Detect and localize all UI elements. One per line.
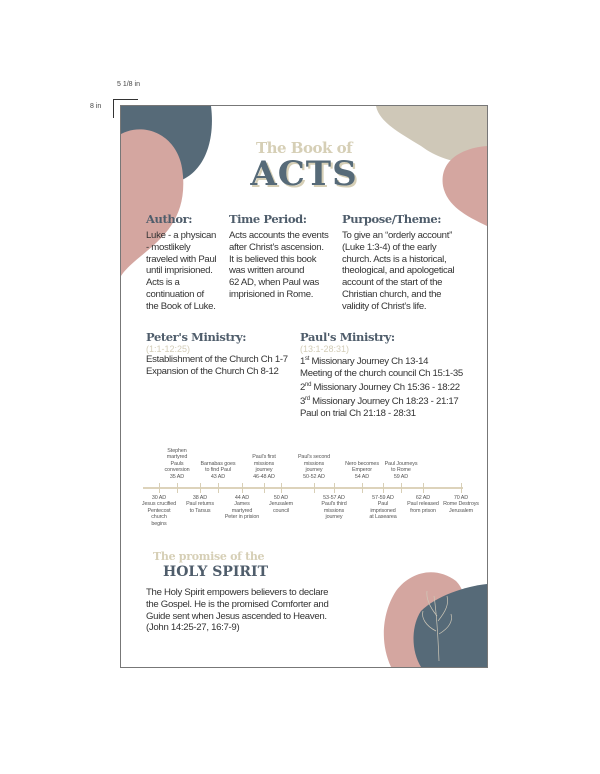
paul-heading: Paul's Ministry: [300,330,395,344]
chapter-ref: Ch 15:1-35 [418,367,463,379]
event-line: Rome Destroys [443,501,479,508]
ministry-item [146,354,294,366]
text-line: (Luke 1:3-4) of the early [342,241,437,253]
event-line: to Tarsus [189,507,211,514]
event-line: 50-52 AD [303,473,325,480]
chapter-ref: Ch 18:23 - 21:17 [391,395,459,407]
ministry-item [146,366,294,378]
text-line: imprisioned in Rome. [229,288,314,300]
text-line: was written around [229,265,305,277]
event-line: Paul released [407,501,439,508]
chapter-ref: Ch 15:36 - 18:22 [393,381,460,393]
timeline-event-bottom [224,495,260,521]
author-section [146,212,226,313]
timeline-event-top [200,461,236,480]
timeline-event-top [383,461,419,480]
paul-section [300,330,484,420]
text-line: traveled with Paul [146,253,217,265]
timeline-event-bottom [443,495,479,514]
timeline-tick [218,483,219,493]
timeline-event-top [344,461,380,480]
holy-spirit-big: HOLY SPIRIT [163,564,269,580]
item-text: Establishment of the Church [146,354,261,365]
text-line: It is believed this book [229,253,317,265]
event-line: at Lasearea [369,514,397,521]
timeline-tick [281,483,282,493]
ordinal-suffix: st [305,356,310,362]
ministry-item [300,368,484,380]
holy-spirit-small: The promise of the [153,550,265,563]
timeline-event-top [159,448,195,480]
timeline-tick [159,483,160,493]
chapter-ref: Ch 1-7 [260,354,288,365]
peter-items [146,354,294,378]
event-line: Jesus crucified [141,501,177,508]
event-line: missions journey [323,507,345,521]
event-line: Paul's first [252,454,276,461]
author-text [146,230,226,313]
event-line: 62 AD [415,495,431,501]
text-line: The Holy Spirit empowers believers to declare [146,587,329,598]
event-line: Jerusalem [449,507,473,514]
timeline-event-bottom [263,495,299,514]
time-period-text [229,230,339,301]
text-line: 62 AD, when Paul was [229,277,319,289]
ministry-item [300,408,484,420]
ministry-item [300,354,484,368]
timeline-tick [334,483,335,493]
event-line: missions journey [303,460,325,474]
event-line: to find Paul [205,467,231,474]
ordinal: 1 [300,356,306,368]
event-line: Paul's second [297,454,331,461]
ministry-item [300,380,484,394]
chapter-ref: Ch 8-12 [246,365,279,377]
timeline-tick [423,483,424,493]
event-line: Paul's third [321,501,347,508]
event-line: Stephen martyred [166,447,188,461]
timeline-tick [461,483,462,493]
text-line: church. Acts is a historical, [342,253,447,265]
event-line: Barnabas goes [200,460,236,467]
timeline-event-bottom [405,495,441,514]
timeline-tick [362,483,363,493]
item-text: Meeting of the church council [300,367,419,379]
text-line: Christian church, and the [342,288,442,300]
event-line: Paul Journeys [384,460,418,467]
width-label: 5 1/8 in [117,81,140,88]
event-line: 38 AD [192,495,208,501]
purpose-text [342,230,482,313]
timeline-tick [264,483,265,493]
paul-items [300,354,484,420]
text-line: the Gospel. He is the promised Comforter and [146,598,329,610]
timeline-event-bottom [141,495,177,527]
event-line: 44 AD [234,495,250,501]
time-period-heading: Time Period: [229,212,307,226]
item-text: Missionary Journey [309,356,392,368]
height-label: 8 in [90,103,102,110]
item-text: Missionary Journey [309,395,392,407]
text-line: the Book of Luke. [146,300,216,312]
timeline-event-bottom [182,495,218,514]
event-line: Peter in prision [224,514,260,521]
text-line: Acts is a [146,277,180,289]
ordinal-suffix: rd [305,395,310,402]
peter-heading: Peter's Ministry: [146,330,247,344]
timeline-tick [200,483,201,493]
item-text: Missionary Journey [311,381,394,393]
event-line: Paul imprisoned [370,501,396,514]
timeline-event-top [246,454,282,480]
timeline-event-bottom [316,495,352,521]
event-line: 35 AD [169,473,185,480]
text-line: theological, and apologetical [342,265,455,277]
event-line: council [272,507,290,514]
time-period-section [229,212,339,301]
timeline-tick [401,483,402,493]
event-line: begins [151,520,167,527]
ordinal: 3 [300,395,306,407]
text-line: - mostlikely [146,241,191,253]
chapter-ref: Ch 21:18 - 28:31 [349,407,416,419]
text-line: continuation of [146,288,204,300]
title-small: The Book of [255,139,353,157]
timeline-tick [314,483,315,493]
timeline-axis [143,487,463,489]
text-line: after Christ’s ascension. [229,241,324,253]
event-line: Paul returns [186,501,214,508]
timeline-event-top [296,454,332,480]
paul-ref: (13:1-28:31) [300,344,350,354]
timeline [121,442,487,542]
purpose-heading: Purpose/Theme: [342,212,442,226]
chapter-ref: Ch 13-14 [391,356,429,368]
purpose-section [342,212,482,313]
holy-spirit-text [146,587,381,634]
text-line: Luke - a physican [146,230,217,241]
event-line: Pentecost church [147,507,171,521]
event-line: from prison [410,507,436,514]
text-line: until imprisioned. [146,265,213,277]
item-text: Expansion of the Church [146,365,247,377]
event-line: Pauls conversion [164,460,190,474]
item-text: Paul on trial [300,407,350,419]
timeline-tick [177,483,178,493]
timeline-event-bottom [365,495,401,521]
ordinal: 2 [300,381,306,393]
event-line: 54 AD [354,473,370,480]
text-line: (John 14:25-27, 16:7-9) [146,622,240,634]
text-line: Acts accounts the events [229,230,329,241]
event-line: 46-48 AD [253,473,275,480]
title-big: ACTS [250,154,358,194]
event-line: Nero becomes [345,460,379,467]
event-line: 30 AD [151,495,167,501]
author-heading: Author: [146,212,193,226]
peter-section [146,330,294,378]
ordinal-suffix: nd [305,381,312,388]
event-line: 70 AD [453,495,469,501]
text-line: account of the start of the [342,277,443,289]
timeline-tick [383,483,384,493]
event-line: missions journey [253,460,275,474]
event-line: Jerusalem [269,501,293,508]
event-line: 43 AD [210,473,226,480]
event-line: 57-59 AD [372,495,394,501]
event-line: to Rome [391,467,411,474]
timeline-tick [242,483,243,493]
event-line: 59 AD [393,473,409,480]
text-line: To give an “orderly account” [342,230,452,241]
peter-ref: (1:1-12:25) [146,344,191,354]
event-line: 50 AD [273,495,289,501]
event-line: Emperor [352,467,372,474]
page [120,105,488,668]
event-line: 53-57 AD [323,495,345,501]
text-line: Guide sent when Jesus ascended to Heaven. [146,610,327,622]
event-line: James martyred [231,501,253,514]
ministry-item [300,394,484,408]
text-line: validity of Christ’s life. [342,300,427,312]
